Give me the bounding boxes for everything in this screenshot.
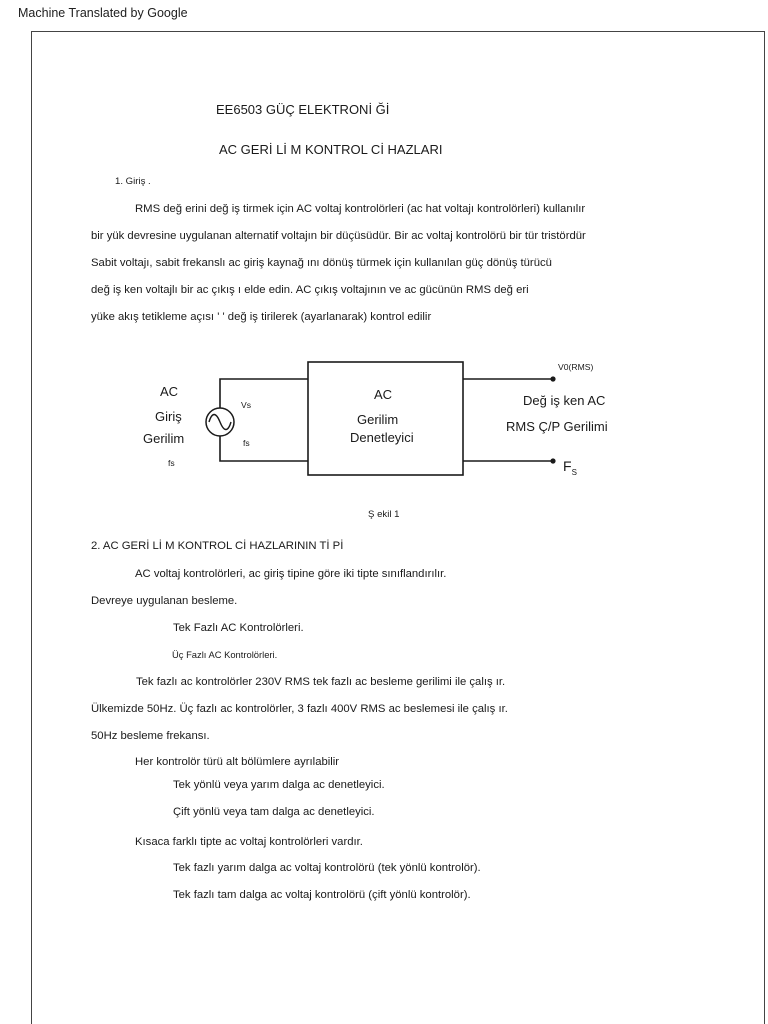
output-f-subscript: S <box>571 468 577 477</box>
section-2-para-1: Tek fazlı ac kontrolörler 230V RMS tek fazlı ac besleme gerilimi ile çalış ır. <box>136 676 506 688</box>
section-1-line-4: değ iş ken voltajlı bir ac çıkış ı elde edin. AC çıkış voltajının ve ac gücünün RMS değ eri <box>91 284 529 296</box>
short-intro: Kısaca farklı tipte ac voltaj kontrolörleri vardır. <box>135 836 363 848</box>
fs-inner-label: fs <box>243 438 250 448</box>
section-2-heading: 2. AC GERİ Lİ M KONTROL Cİ HAZLARININ Tİ Pİ <box>91 540 344 552</box>
sub-type-bidirectional: Çift yönlü veya tam dalga ac denetleyici. <box>173 806 375 818</box>
output-terminal-top <box>550 376 555 381</box>
short-type-full-wave: Tek fazlı tam dalga ac voltaj kontrolörü (çift yönlü kontrolör). <box>173 889 471 901</box>
output-f-label <box>563 458 577 477</box>
machine-translated-banner: Machine Translated by Google <box>18 6 188 20</box>
input-label-giris: Giriş <box>155 409 182 424</box>
section-1-line-5: yüke akış tetikleme açısı ' ' değ iş tirilerek (ayarlanarak) kontrol edilir <box>91 311 432 323</box>
figure-caption: Ş ekil 1 <box>368 509 400 520</box>
section-2-intro-1: AC voltaj kontrolörleri, ac giriş tipine göre iki tipte sınıflandırılır. <box>135 568 447 580</box>
box-label-ac: AC <box>374 387 393 402</box>
section-1-line-3: Sabit voltajı, sabit frekanslı ac giriş kaynağ ını dönüş türmek için kullanılan güç dönüş türücü <box>91 257 552 269</box>
ac-source-icon <box>206 408 234 436</box>
type-single-phase: Tek Fazlı AC Kontrolörleri. <box>173 622 304 634</box>
sub-types-intro: Her kontrolör türü alt bölümlere ayrılabilir <box>135 756 340 768</box>
output-f-letter: F <box>563 458 572 474</box>
section-1-line-2: bir yük devresine uygulanan alternatif voltajın bir düçüsüdür. Bir ac voltaj kontrolörü bir tür tristördür <box>91 230 586 242</box>
output-label-degisken: Değ iş ken AC <box>523 393 606 408</box>
short-type-half-wave: Tek fazlı yarım dalga ac voltaj kontrolörü (tek yönlü kontrolör). <box>173 862 481 874</box>
box-label-denetleyici: Denetleyici <box>350 430 414 445</box>
section-2-para-2: Ülkemizde 50Hz. Üç fazlı ac kontrolörler, 3 fazlı 400V RMS ac beslemesi ile çalış ır. <box>91 703 508 715</box>
vs-label: Vs <box>241 400 252 410</box>
input-label-ac: AC <box>160 384 179 399</box>
box-label-gerilim: Gerilim <box>357 412 399 427</box>
input-label-gerilim: Gerilim <box>143 431 185 446</box>
output-terminal-bottom <box>550 458 555 463</box>
document-title: AC GERİ Lİ M KONTROL Cİ HAZLARI <box>219 142 443 157</box>
output-label-rms: RMS Ç/P Gerilimi <box>506 419 608 434</box>
section-2-intro-2: Devreye uygulanan besleme. <box>91 595 238 607</box>
section-1-line-1: RMS değ erini değ iş tirmek için AC voltaj kontrolörleri (ac hat voltajı kontrolörleri) kullanılır <box>135 203 586 215</box>
course-heading: EE6503 GÜÇ ELEKTRONİ Ğİ <box>216 102 390 117</box>
section-2-para-3: 50Hz besleme frekansı. <box>91 730 210 742</box>
type-three-phase: Üç Fazlı AC Kontrolörleri. <box>172 649 278 660</box>
sub-type-unidirectional: Tek yönlü veya yarım dalga ac denetleyici. <box>173 779 385 791</box>
input-fs-label: fs <box>168 458 175 468</box>
section-1-heading: 1. Giriş . <box>115 176 151 187</box>
output-v-label: V0(RMS) <box>558 362 594 372</box>
input-wire-bottom <box>220 436 308 461</box>
input-wire-top <box>220 379 308 408</box>
